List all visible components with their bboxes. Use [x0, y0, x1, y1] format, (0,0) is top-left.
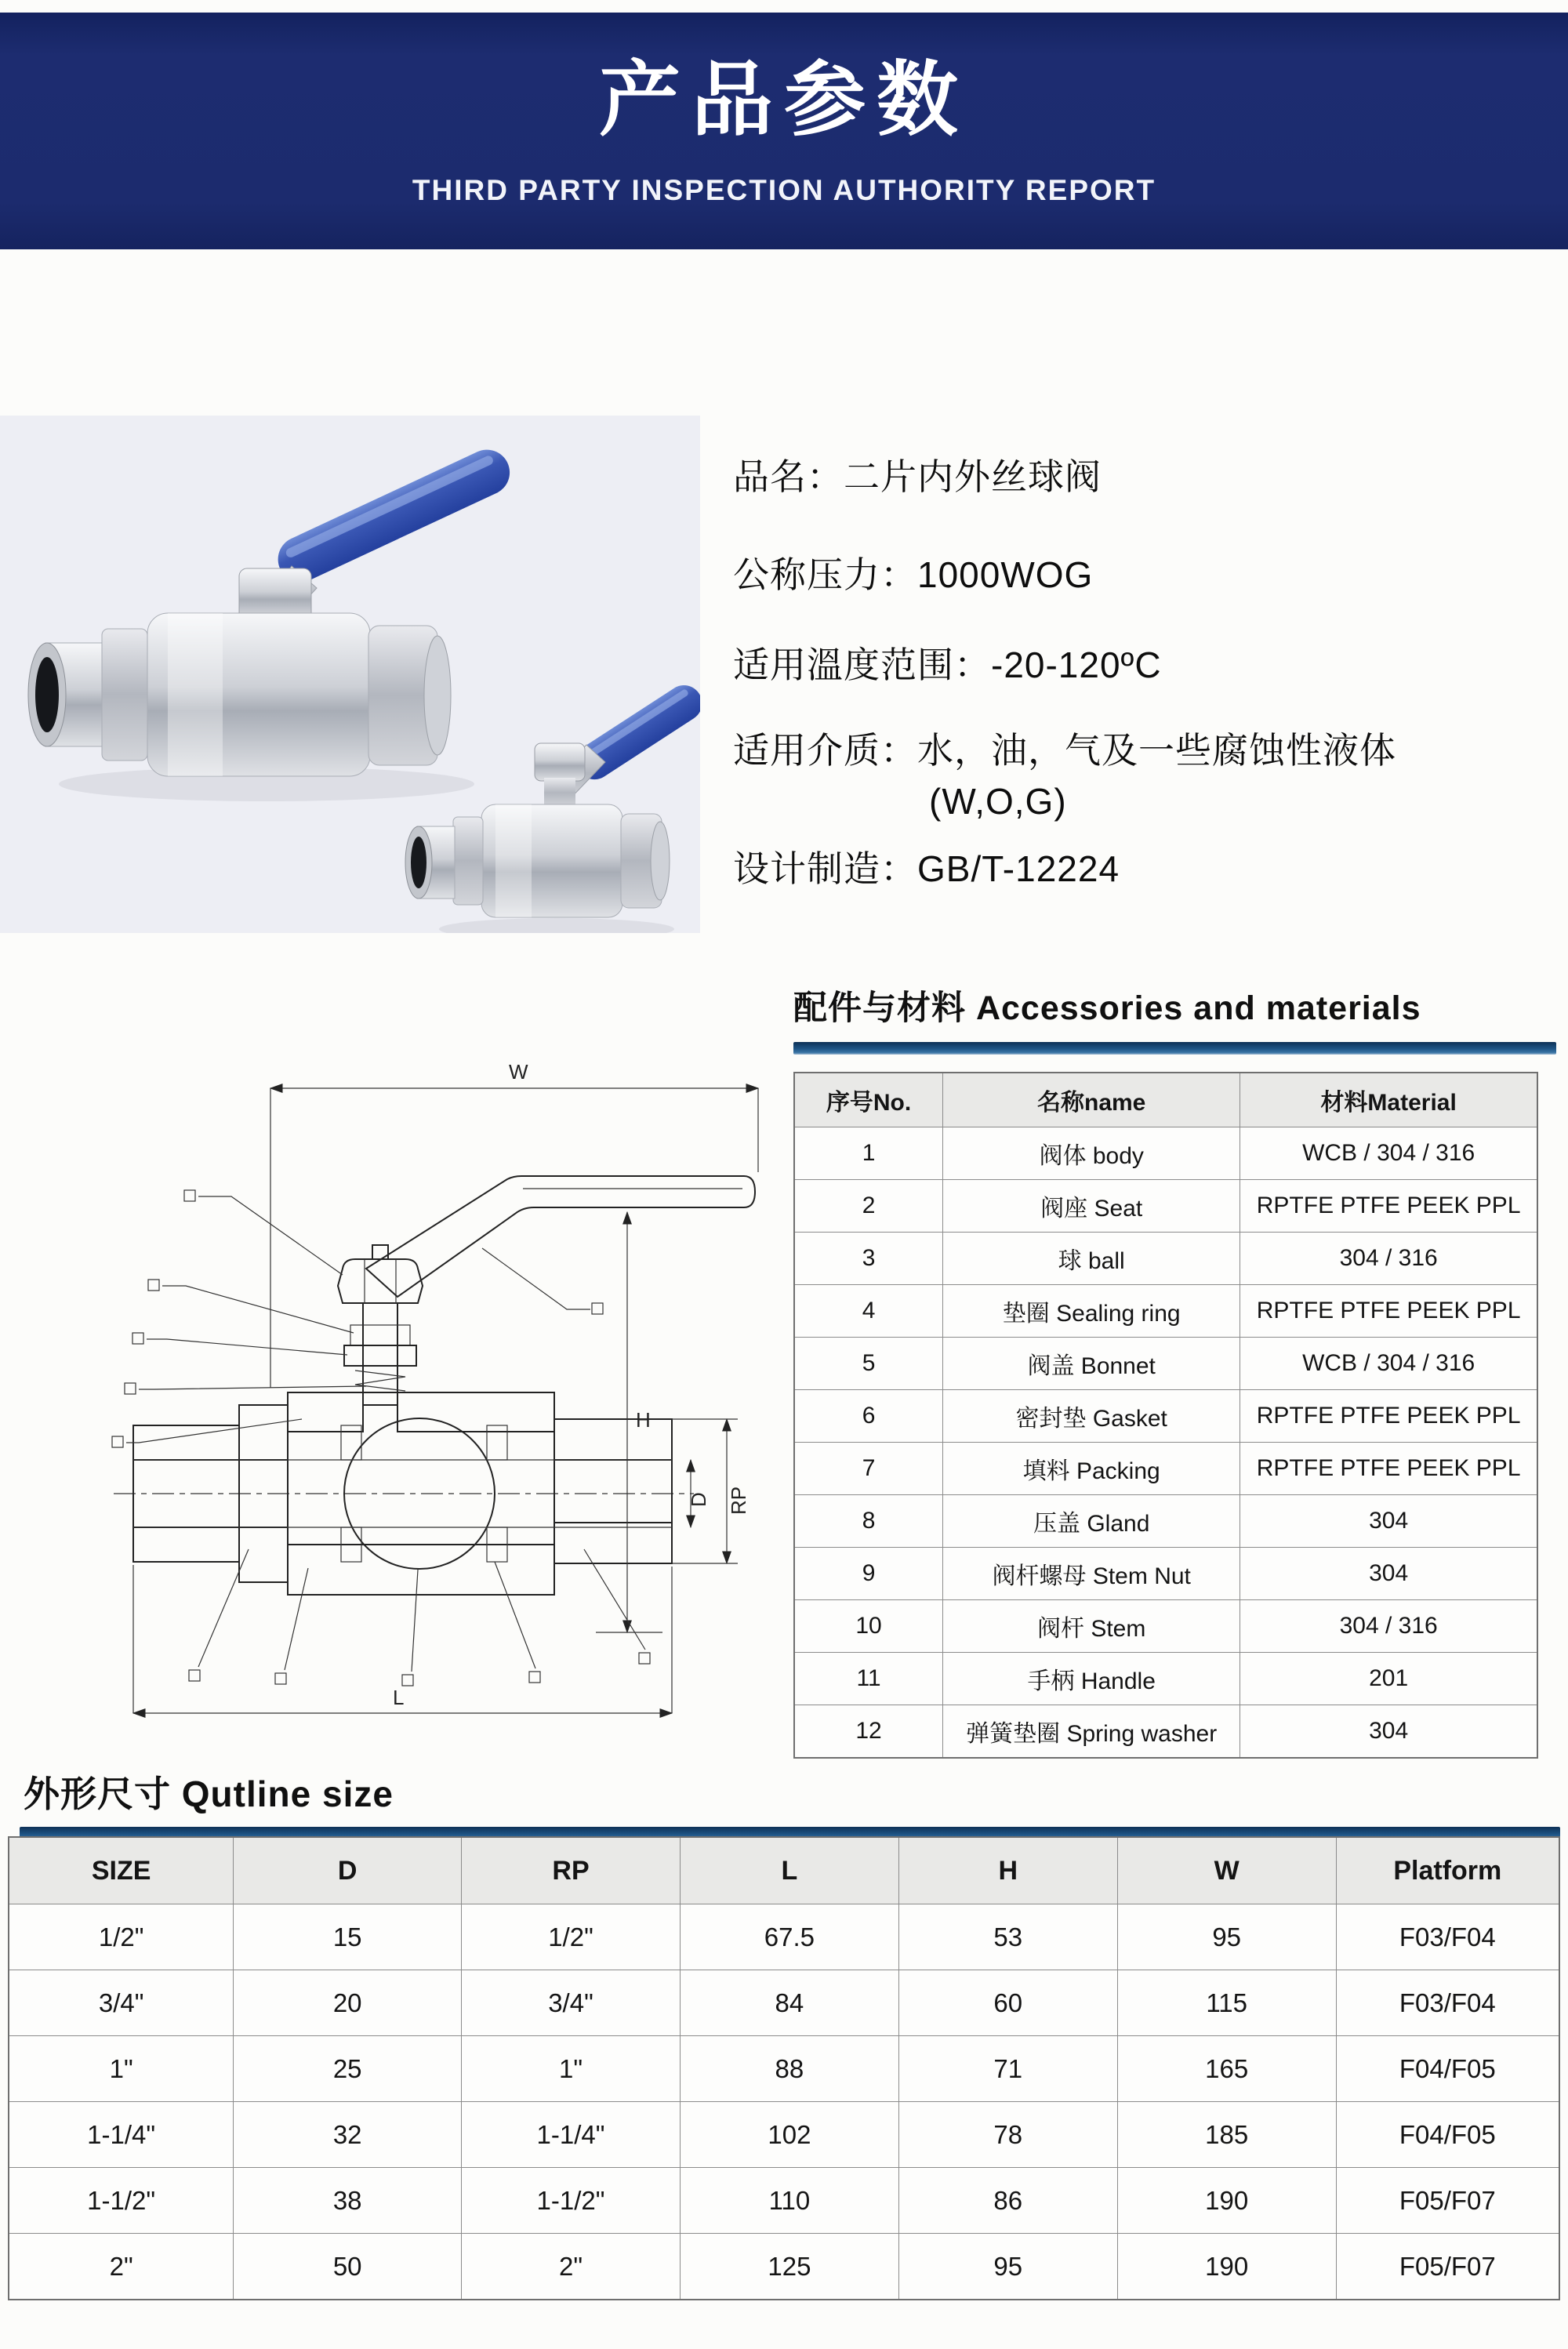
collar-large [102, 629, 147, 761]
pipe-bore-small [411, 837, 426, 888]
table-row [794, 1338, 1537, 1390]
table-cell: 1 [794, 1127, 943, 1180]
table-cell: RPTFE PTFE PEEK PPL [1240, 1443, 1537, 1495]
table-cell: 9 [794, 1548, 943, 1600]
table-cell: 1-1/4" [462, 2102, 681, 2168]
column-header: 材料Material [1240, 1073, 1537, 1127]
table-cell: 1-1/4" [9, 2102, 234, 2168]
table-cell: 185 [1117, 2102, 1336, 2168]
accessories-section [793, 982, 1558, 1759]
table-cell: 190 [1117, 2234, 1336, 2300]
column-header: 名称name [943, 1073, 1240, 1127]
gland [344, 1345, 416, 1366]
stem-nut-large [239, 568, 311, 620]
dim-w [270, 1060, 758, 1388]
table-cell: 手柄 Handle [943, 1653, 1240, 1705]
table-cell: F04/F05 [1336, 2036, 1559, 2102]
table-cell: 304 / 316 [1240, 1233, 1537, 1285]
table-cell: 1/2" [9, 1904, 234, 1970]
table-cell: 304 [1240, 1548, 1537, 1600]
table-cell: WCB / 304 / 316 [1240, 1338, 1537, 1390]
accessories-accent-bar [793, 1042, 1556, 1055]
table-cell: 1-1/2" [9, 2168, 234, 2234]
table-cell: 78 [898, 2102, 1117, 2168]
outline-title: 外形尺寸 Qutline size [24, 1774, 394, 1814]
dim-label-w: W [509, 1060, 528, 1084]
table-cell: 2" [462, 2234, 681, 2300]
header-band [0, 13, 1568, 249]
table-cell: 32 [234, 2102, 462, 2168]
table-cell: 95 [898, 2234, 1117, 2300]
table-cell: 阀盖 Bonnet [943, 1338, 1240, 1390]
seat-ring [487, 1425, 507, 1460]
table-cell: 50 [234, 2234, 462, 2300]
table-cell: 12 [794, 1705, 943, 1759]
table-cell: 阀杆 Stem [943, 1600, 1240, 1653]
table-cell: 密封垫 Gasket [943, 1390, 1240, 1443]
table-cell: F03/F04 [1336, 1970, 1559, 2036]
table-cell: F05/F07 [1336, 2234, 1559, 2300]
table-cell: 阀体 body [943, 1127, 1240, 1180]
stem-small [544, 778, 575, 808]
table-row [794, 1705, 1537, 1759]
table-cell: RPTFE PTFE PEEK PPL [1240, 1180, 1537, 1233]
collar-small [453, 817, 483, 905]
callout-leaders [112, 1190, 650, 1686]
table-cell: WCB / 304 / 316 [1240, 1127, 1537, 1180]
spec-list [733, 456, 1548, 890]
table-cell: 1-1/2" [462, 2168, 681, 2234]
table-cell: 压盖 Gland [943, 1495, 1240, 1548]
table-cell: 53 [898, 1904, 1117, 1970]
dim-l [133, 1565, 672, 1713]
table-cell: 20 [234, 1970, 462, 2036]
table-cell: 5 [794, 1338, 943, 1390]
table-cell: 3/4" [462, 1970, 681, 2036]
table-row [794, 1127, 1537, 1180]
table-row [9, 2102, 1559, 2168]
table-cell: RPTFE PTFE PEEK PPL [1240, 1390, 1537, 1443]
stem-nut-small [535, 743, 585, 781]
column-header: Platform [1336, 1837, 1559, 1904]
accessories-title: 配件与材料 Accessories and materials [793, 989, 1421, 1027]
table-cell: 1" [462, 2036, 681, 2102]
table-cell: 球 ball [943, 1233, 1240, 1285]
end-face-large [424, 636, 451, 755]
table-cell: 1/2" [462, 1904, 681, 1970]
spec-line: 适用溫度范围：-20-120ºC [733, 644, 1162, 685]
table-cell: 弹簧垫圈 Spring washer [943, 1705, 1240, 1759]
table-row [794, 1233, 1537, 1285]
spec-line: (W,O,G) [929, 780, 1067, 822]
table-cell: 2 [794, 1180, 943, 1233]
table-cell: F05/F07 [1336, 2168, 1559, 2234]
spec-line: 品名：二片内外丝球阀 [733, 456, 1102, 497]
table-row [794, 1548, 1537, 1600]
table-cell: 88 [680, 2036, 898, 2102]
dim-label-h: H [636, 1408, 651, 1432]
table-row [9, 2036, 1559, 2102]
dim-label-l: L [393, 1686, 405, 1709]
table-cell: 165 [1117, 2036, 1336, 2102]
dim-h [596, 1212, 662, 1632]
spec-line: 适用介质：水，油，气及一些腐蚀性液体 [733, 729, 1396, 771]
table-cell: 10 [794, 1600, 943, 1653]
table-cell: F04/F05 [1336, 2102, 1559, 2168]
seat-ring [341, 1425, 361, 1460]
table-row [794, 1600, 1537, 1653]
table-cell: 86 [898, 2168, 1117, 2234]
table-row [794, 1180, 1537, 1233]
spec-line: 公称压力：1000WOG [733, 554, 1094, 595]
table-row [794, 1443, 1537, 1495]
table-cell: 15 [234, 1904, 462, 1970]
table-cell: 304 [1240, 1495, 1537, 1548]
dim-label-d: D [687, 1492, 710, 1507]
page-title: 产品参数 [598, 55, 969, 146]
column-header: W [1117, 1837, 1336, 1904]
table-cell: 84 [680, 1970, 898, 2036]
table-row [9, 1904, 1559, 1970]
table-cell: 填料 Packing [943, 1443, 1240, 1495]
table-cell: 4 [794, 1285, 943, 1338]
table-cell: 6 [794, 1390, 943, 1443]
column-header: L [680, 1837, 898, 1904]
technical-drawing-panel [43, 1051, 784, 1748]
table-cell: 95 [1117, 1904, 1336, 1970]
column-header: H [898, 1837, 1117, 1904]
table-row [794, 1495, 1537, 1548]
table-cell: 2" [9, 2234, 234, 2300]
table-cell: 8 [794, 1495, 943, 1548]
packing [350, 1325, 410, 1345]
column-header: RP [462, 1837, 681, 1904]
table-cell: 115 [1117, 1970, 1336, 2036]
table-row [9, 1970, 1559, 2036]
body-highlight-large [168, 613, 223, 776]
table-cell: F03/F04 [1336, 1904, 1559, 1970]
table-cell: 102 [680, 2102, 898, 2168]
table-cell: RPTFE PTFE PEEK PPL [1240, 1285, 1537, 1338]
table-cell: 垫圈 Sealing ring [943, 1285, 1240, 1338]
handle [366, 1176, 755, 1297]
table-cell: 201 [1240, 1653, 1537, 1705]
table-row [9, 2168, 1559, 2234]
dim-rp [672, 1419, 750, 1563]
table-cell: 67.5 [680, 1904, 898, 1970]
end-face-small [651, 822, 670, 900]
dim-d [687, 1460, 710, 1527]
table-row [9, 2234, 1559, 2300]
column-header: 序号No. [794, 1073, 943, 1127]
table-cell: 阀杆螺母 Stem Nut [943, 1548, 1240, 1600]
pipe-bore-large [35, 657, 59, 732]
table-cell: 125 [680, 2234, 898, 2300]
accessories-table [793, 1072, 1538, 1759]
table-row [794, 1285, 1537, 1338]
technical-drawing [43, 1051, 784, 1748]
product-photo [0, 416, 700, 933]
table-cell: 7 [794, 1443, 943, 1495]
spec-line: 设计制造：GB/T-12224 [733, 848, 1120, 890]
product-photo-panel [0, 416, 700, 933]
column-header: SIZE [9, 1837, 234, 1904]
stem-assembly [338, 1245, 423, 1405]
table-cell: 110 [680, 2168, 898, 2234]
accessories-header-row [794, 1073, 1537, 1127]
table-cell: 60 [898, 1970, 1117, 2036]
table-cell: 11 [794, 1653, 943, 1705]
column-header: D [234, 1837, 462, 1904]
table-cell: 1" [9, 2036, 234, 2102]
table-cell: 25 [234, 2036, 462, 2102]
page-subtitle: THIRD PARTY INSPECTION AUTHORITY REPORT [412, 174, 1156, 206]
table-cell: 71 [898, 2036, 1117, 2102]
table-cell: 190 [1117, 2168, 1336, 2234]
outline-table [8, 1836, 1560, 2300]
table-cell: 阀座 Seat [943, 1180, 1240, 1233]
outline-header-row [9, 1837, 1559, 1904]
body-highlight-small [495, 804, 532, 917]
table-cell: 3/4" [9, 1970, 234, 2036]
table-cell: 3 [794, 1233, 943, 1285]
table-cell: 304 / 316 [1240, 1600, 1537, 1653]
table-cell: 38 [234, 2168, 462, 2234]
table-row [794, 1653, 1537, 1705]
dim-label-rp: RP [727, 1486, 750, 1515]
table-row [794, 1390, 1537, 1443]
table-cell: 304 [1240, 1705, 1537, 1759]
